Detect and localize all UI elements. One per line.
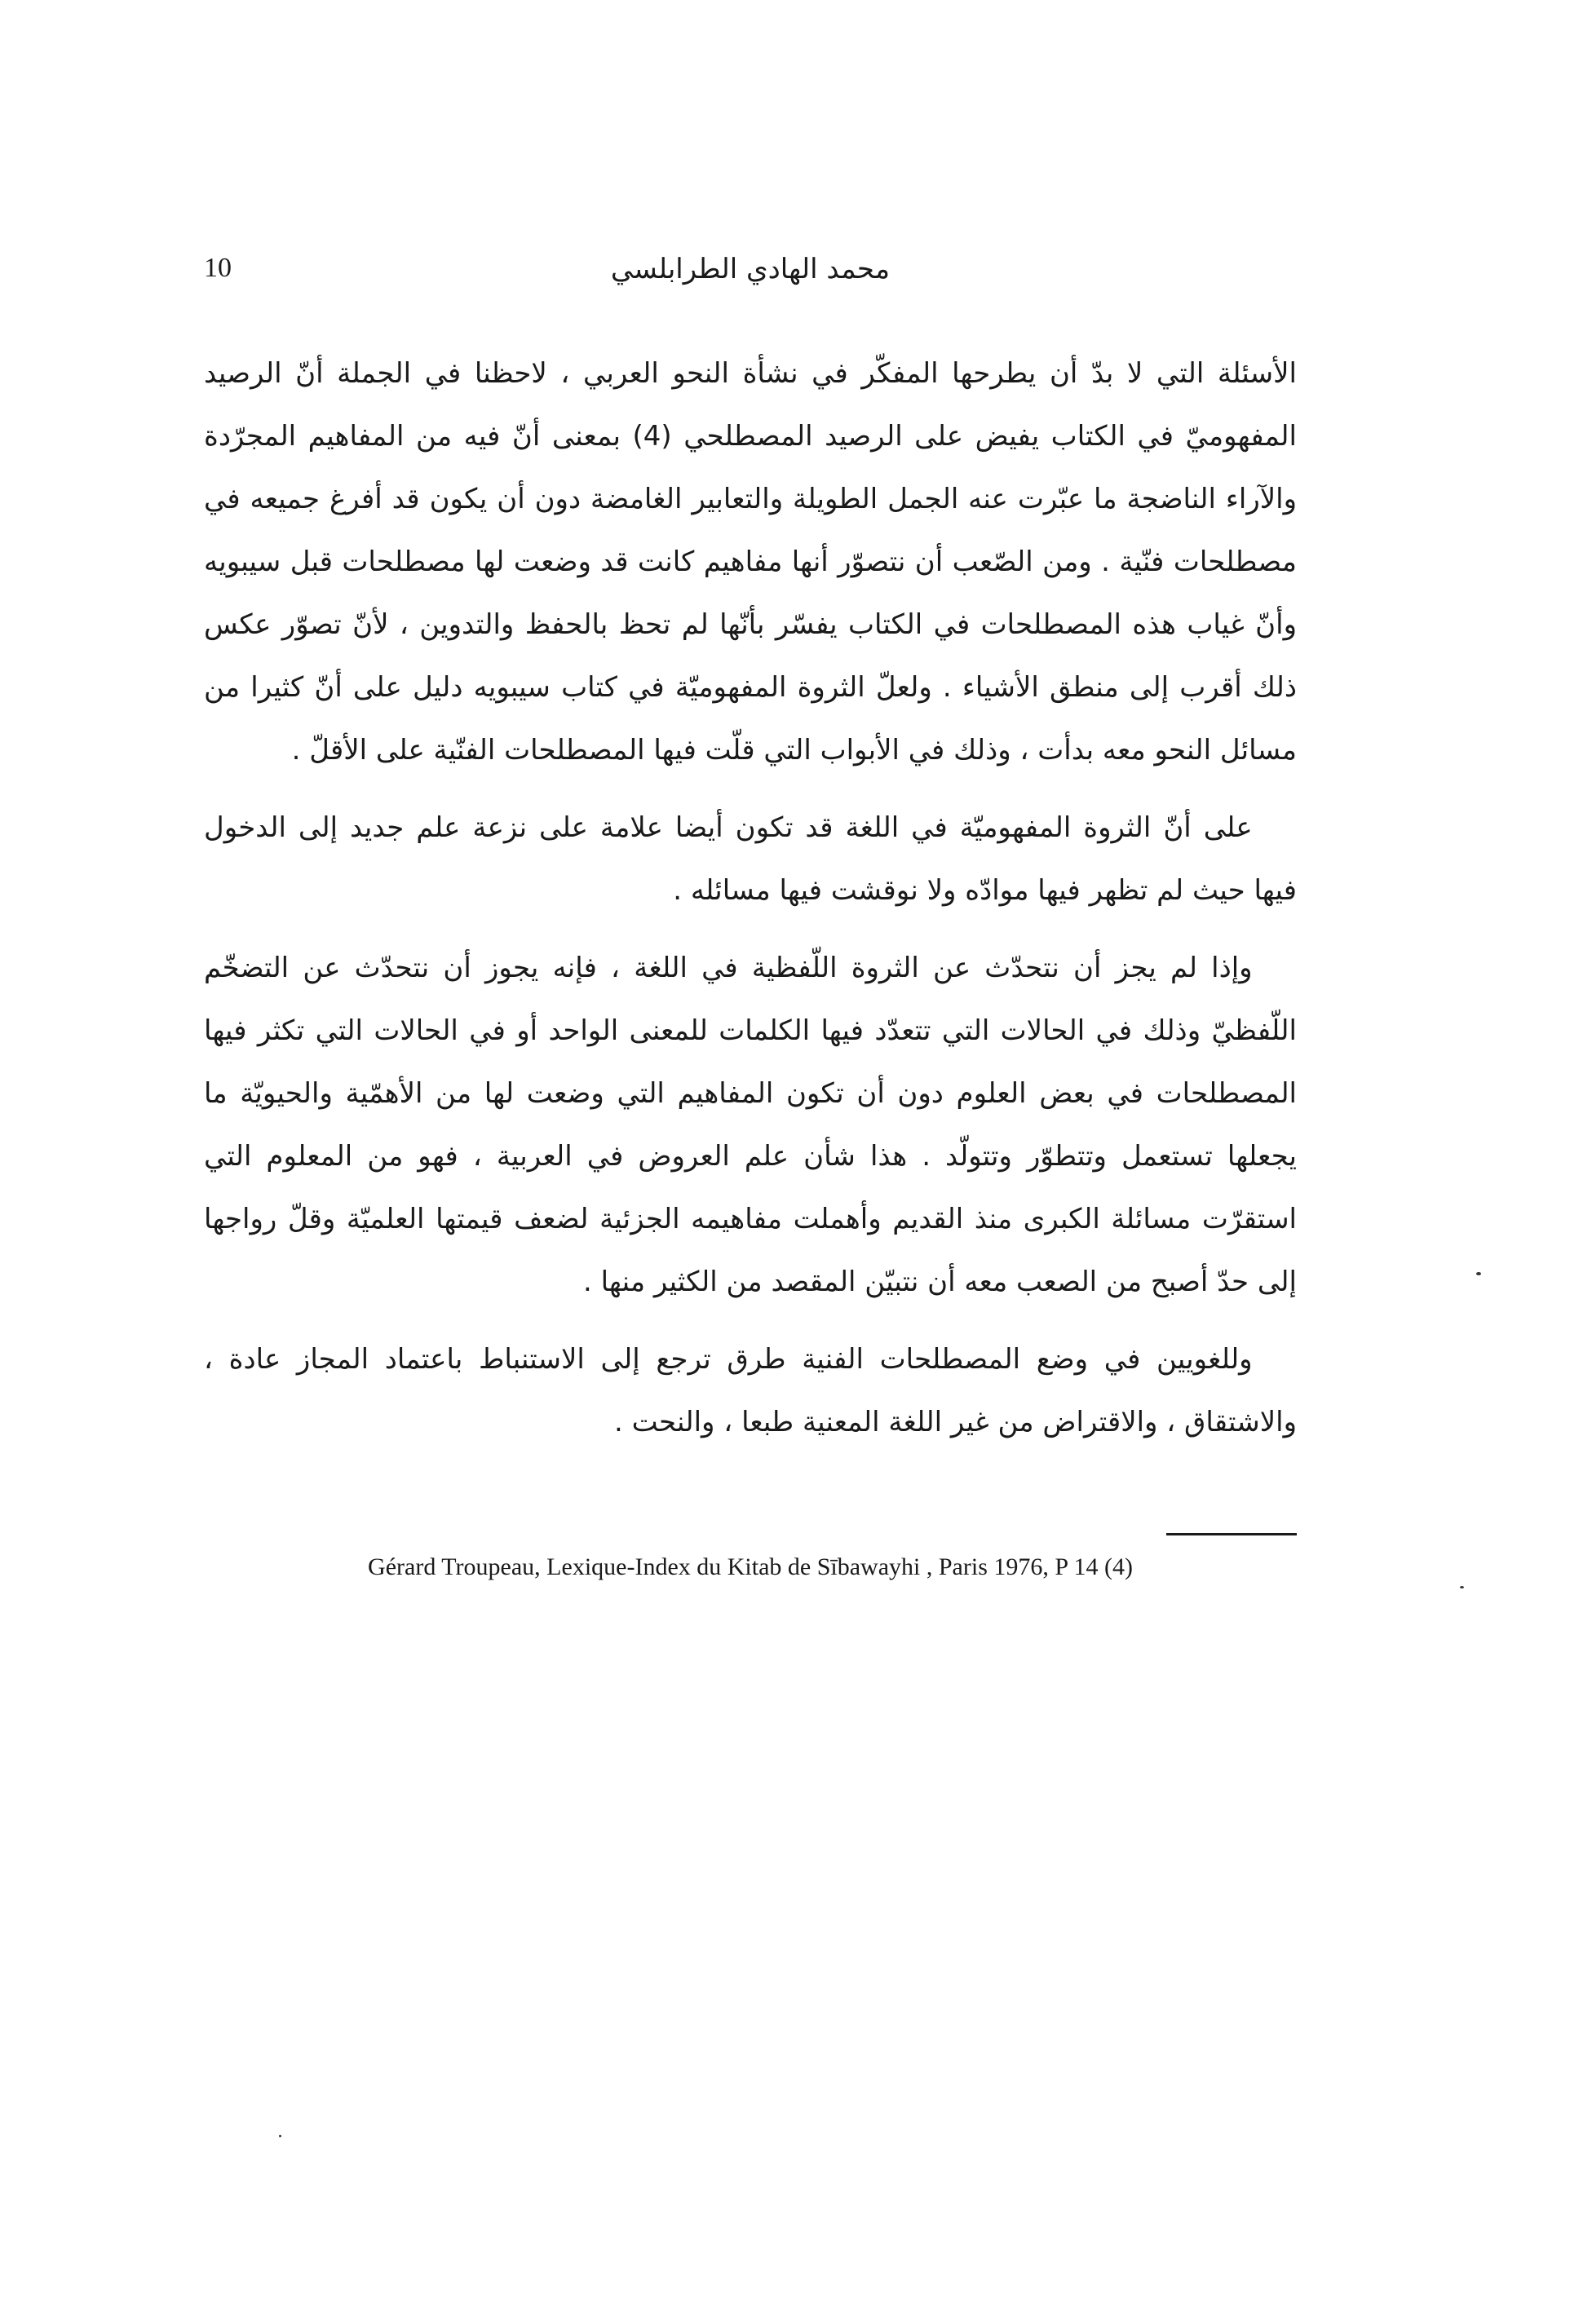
- body-text: [204, 342, 1297, 1454]
- paragraph-4: وللغويين في وضع المصطلحات الفنية طرق ترجع إلى الاستنباط باعتماد المجاز عادة ، والاشتقاق ، والاقتراض من غير اللغة المعنية طبعا ، والنحت .: [204, 1343, 1297, 1438]
- footnote-separator: [1166, 1533, 1297, 1535]
- scan-speck: [279, 2135, 281, 2137]
- paragraph-1: الأسئلة التي لا بدّ أن يطرحها المفكّر في نشأة النحو العربي ، لاحظنا في الجملة أنّ الرصيد المفهوميّ في الكتاب يفيض على الرصيد المصطلحي (4) بمعنى أنّ فيه من المفاهيم المجرّدة والآراء الناضجة ما عبّرت عنه الجمل الطويلة والتعابير الغامضة دون أن يكون قد أفرغ جميعه في مصطلحات فنّية . ومن الصّعب أن نتصوّر أنها مفاهيم كانت قد وضعت لها مصطلحات قبل سيبويه وأنّ غياب هذه المصطلحات في الكتاب يفسّر بأنّها لم تحظ بالحفظ والتدوين ، لأنّ تصوّر عكس ذلك أقرب إلى منطق الأشياء . ولعلّ الثروة المفهوميّة في كتاب سيبويه دليل على أنّ كثيرا من مسائل النحو معه بدأت ، وذلك في الأبواب التي قلّت فيها المصطلحات الفنّية على الأقلّ .: [204, 357, 1297, 767]
- paragraph-2: على أنّ الثروة المفهوميّة في اللغة قد تكون أيضا علامة على نزعة علم جديد إلى الدخول فيها حيث لم تظهر فيها موادّه ولا نوقشت فيها مسائله .: [204, 811, 1297, 907]
- running-title: محمد الهادي الطرابلسي: [610, 253, 891, 285]
- scan-speck: [1460, 1586, 1464, 1588]
- footnote: Gérard Troupeau, Lexique-Index du Kitab de Sībawayhi , Paris 1976, P 14 (4): [368, 1553, 1133, 1580]
- page-header: [204, 253, 1297, 302]
- page-number: 10: [204, 253, 232, 283]
- scan-speck: [1476, 1272, 1481, 1275]
- paragraph-3: وإذا لم يجز أن نتحدّث عن الثروة اللّفظية في اللغة ، فإنه يجوز أن نتحدّث عن التضخّم اللّفظيّ وذلك في الحالات التي تتعدّد فيها الكلمات للمعنى الواحد أو في الحالات التي تكثر فيها المصطلحات في بعض العلوم دون أن تكون المفاهيم التي وضعت لها من الأهمّية والحيويّة ما يجعلها تستعمل وتتطوّر وتتولّد . هذا شأن علم العروض في العربية ، فهو من المعلوم التي استقرّت مسائلة الكبرى منذ القديم وأهملت مفاهيمه الجزئية لضعف قيمتها العلميّة وقلّ رواجها إلى حدّ أصبح من الصعب معه أن نتبيّن المقصد من الكثير منها .: [204, 952, 1297, 1298]
